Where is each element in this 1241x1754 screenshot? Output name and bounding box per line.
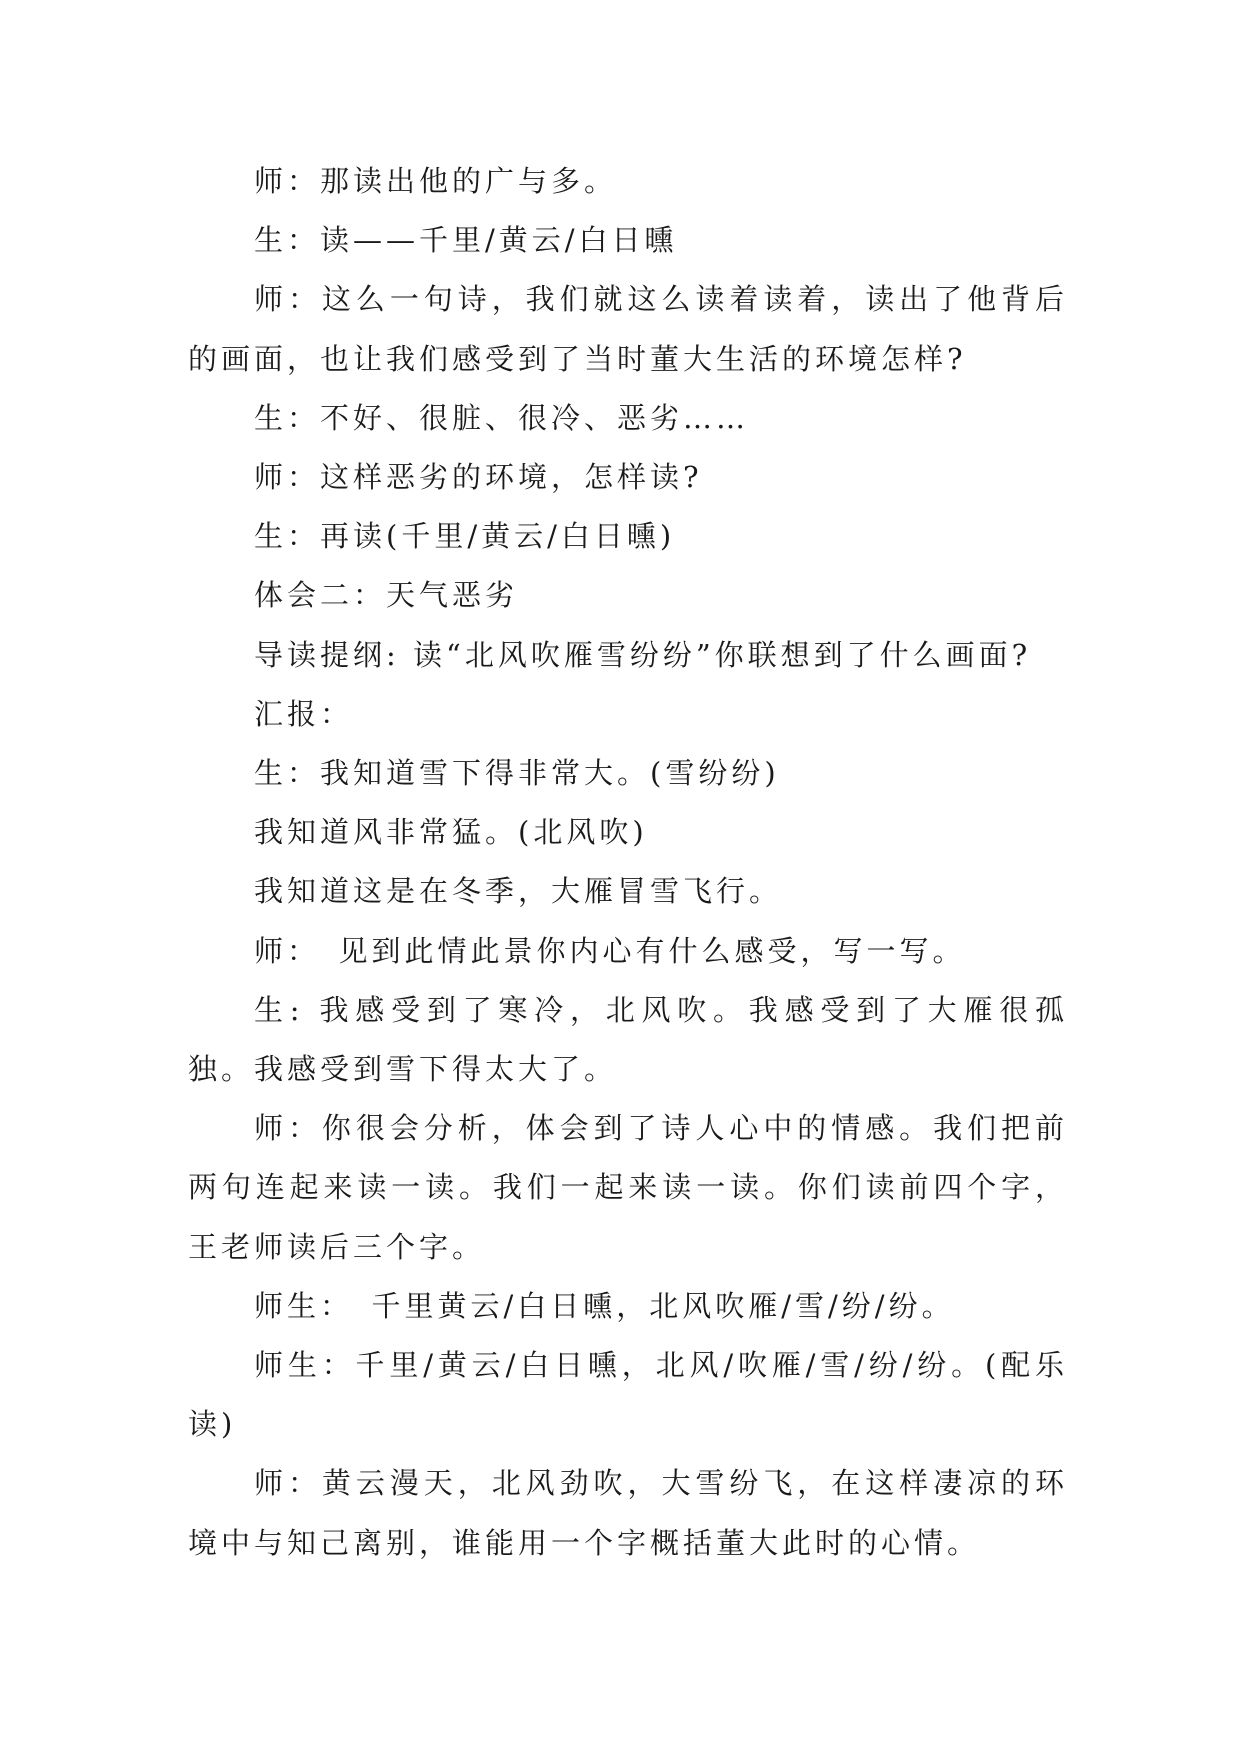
paragraph: 生：不好、很脏、很冷、恶劣…… bbox=[254, 400, 750, 435]
paragraph: 生：再读(千里/黄云/白日曛) bbox=[254, 519, 676, 554]
paragraph: 师： 见到此情此景你内心有什么感受，写一写。 bbox=[254, 933, 966, 968]
document-body bbox=[188, 152, 1068, 1573]
paragraph: 生：读——千里/黄云/白日曛 bbox=[254, 223, 678, 258]
paragraph: 师生： 千里黄云/白日曛，北风吹雁/雪/纷/纷。 bbox=[254, 1288, 955, 1323]
paragraph: 我知道这是在冬季，大雁冒雪飞行。 bbox=[254, 874, 783, 909]
paragraph: 师生：千里/黄云/白日曛，北风/吹雁/雪/纷/纷。(配乐读) bbox=[188, 1348, 1068, 1442]
paragraph: 生: 我感受到了寒冷，北风吹。我感受到了大雁很孤独。我感受到雪下得太大了。 bbox=[188, 992, 1068, 1087]
paragraph: 师：那读出他的广与多。 bbox=[254, 164, 618, 198]
paragraph: 我知道风非常猛。(北风吹) bbox=[254, 815, 648, 850]
paragraph: 汇报： bbox=[254, 696, 354, 731]
paragraph: 师：黄云漫天，北风劲吹，大雪纷飞，在这样凄凉的环境中与知己离别，谁能用一个字概括董大此时的心情。 bbox=[188, 1466, 1068, 1560]
paragraph: 师：这样恶劣的环境，怎样读? bbox=[254, 460, 703, 495]
paragraph: 导读提纲: 读“北风吹雁雪纷纷”你联想到了什么画面? bbox=[254, 637, 1032, 672]
paragraph: 师：你很会分析，体会到了诗人心中的情感。我们把前两句连起来读一读。我们一起来读一读。你们读前四个字，王老师读后三个字。 bbox=[188, 1111, 1068, 1264]
paragraph: 生：我知道雪下得非常大。(雪纷纷) bbox=[254, 756, 780, 791]
paragraph: 师：这么一句诗，我们就这么读着读着，读出了他背后的画面，也让我们感受到了当时董大生活的环境怎样? bbox=[188, 282, 1068, 376]
section-heading: 体会二：天气恶劣 bbox=[254, 578, 519, 613]
